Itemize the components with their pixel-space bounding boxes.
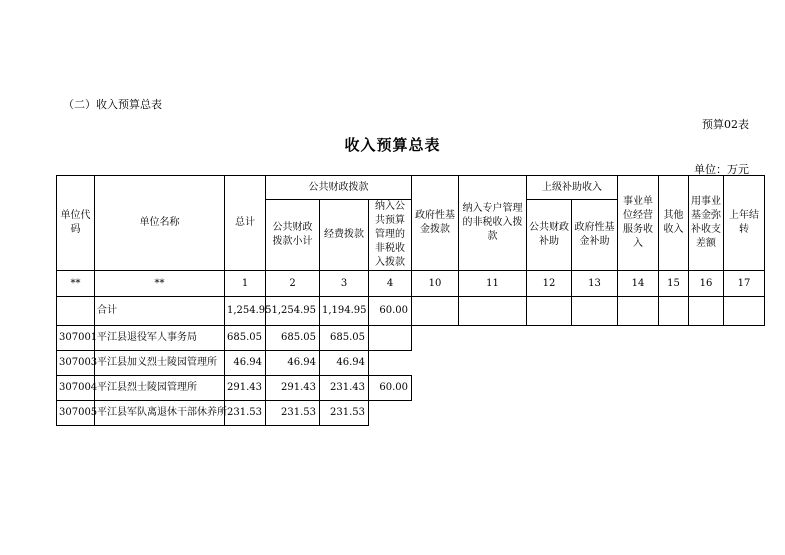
empty-cell — [618, 297, 659, 326]
header-operating-funds: 经费拨款 — [320, 200, 369, 271]
header-carryover: 上年结转 — [724, 176, 765, 271]
header-business-income: 事业单位经营服务收入 — [618, 176, 659, 271]
operating-cell: 231.43 — [320, 376, 369, 401]
empty-cell — [689, 297, 724, 326]
table-row-total — [57, 297, 765, 326]
header-public-subtotal: 公共财政拨款小计 — [266, 200, 320, 271]
empty-cell — [527, 297, 572, 326]
empty-cell — [572, 297, 618, 326]
nontax-cell — [369, 326, 412, 351]
header-superior-subsidy: 上级补助收入 — [527, 176, 618, 200]
header-other-income: 其他收入 — [659, 176, 689, 271]
subtotal-cell: 46.94 — [266, 351, 320, 376]
header-row-1 — [57, 176, 765, 200]
header-unit-name: 单位名称 — [95, 176, 225, 271]
operating-cell: 1,194.95 — [320, 297, 369, 326]
subtotal-cell: 291.43 — [266, 376, 320, 401]
nontax-cell: 60.00 — [369, 376, 412, 401]
unit-name-cell: 平江县军队离退休干部休养所 — [95, 401, 225, 426]
total-cell: 231.53 — [225, 401, 266, 426]
unit-code-cell — [57, 297, 95, 326]
budget-table — [56, 175, 765, 426]
index-cell: 1 — [225, 271, 266, 297]
unit-code-cell: 307005 — [57, 401, 95, 426]
header-superior-gov-fund: 政府性基金补助 — [572, 200, 618, 271]
index-cell: 14 — [618, 271, 659, 297]
header-unit-code: 单位代码 — [57, 176, 95, 271]
unit-name-cell: 平江县退役军人事务局 — [95, 326, 225, 351]
header-public-finance: 公共财政拨款 — [266, 176, 412, 200]
unit-code-cell: 307003 — [57, 351, 95, 376]
index-cell: 15 — [659, 271, 689, 297]
subtotal-cell: 231.53 — [266, 401, 320, 426]
operating-cell: 685.05 — [320, 326, 369, 351]
index-cell: ** — [57, 271, 95, 297]
empty-cell — [659, 297, 689, 326]
index-cell: 10 — [412, 271, 459, 297]
empty-cell — [459, 297, 527, 326]
total-cell: 685.05 — [225, 326, 266, 351]
header-fund-gap: 用事业基金弥补收支差额 — [689, 176, 724, 271]
index-cell: ** — [95, 271, 225, 297]
index-cell: 12 — [527, 271, 572, 297]
empty-cell — [724, 297, 765, 326]
index-cell: 4 — [369, 271, 412, 297]
total-cell: 1,254.95 — [225, 297, 266, 326]
nontax-cell: 60.00 — [369, 297, 412, 326]
operating-cell: 46.94 — [320, 351, 369, 376]
header-special-nontax: 纳入专户管理的非税收入拨款 — [459, 176, 527, 271]
subtotal-cell: 685.05 — [266, 326, 320, 351]
table-row — [57, 376, 765, 401]
index-cell: 3 — [320, 271, 369, 297]
total-cell: 46.94 — [225, 351, 266, 376]
index-cell: 13 — [572, 271, 618, 297]
unit-name-cell: 平江县加义烈士陵园管理所 — [95, 351, 225, 376]
unit-code-cell: 307001 — [57, 326, 95, 351]
header-non-tax: 纳入公共预算管理的非税收入拨款 — [369, 200, 412, 271]
table-row — [57, 326, 765, 351]
table-row — [57, 401, 765, 426]
index-row — [57, 271, 765, 297]
header-gov-fund: 政府性基金拨款 — [412, 176, 459, 271]
form-code: 预算02表 — [702, 118, 749, 131]
subtotal-cell: 1,254.95 — [266, 297, 320, 326]
unit-code-cell: 307004 — [57, 376, 95, 401]
unit-name-cell: 合计 — [95, 297, 225, 326]
header-superior-public: 公共财政补助 — [527, 200, 572, 271]
operating-cell: 231.53 — [320, 401, 369, 426]
table-row — [57, 351, 765, 376]
header-total: 总计 — [225, 176, 266, 271]
index-cell: 2 — [266, 271, 320, 297]
page-title: 收入预算总表 — [344, 136, 441, 154]
total-cell: 291.43 — [225, 376, 266, 401]
unit-name-cell: 平江县烈士陵园管理所 — [95, 376, 225, 401]
index-cell: 16 — [689, 271, 724, 297]
empty-cell — [412, 297, 459, 326]
index-cell: 17 — [724, 271, 765, 297]
index-cell: 11 — [459, 271, 527, 297]
section-label: （二）收入预算总表 — [63, 98, 162, 111]
unit-label: 单位：万元 — [694, 163, 749, 176]
